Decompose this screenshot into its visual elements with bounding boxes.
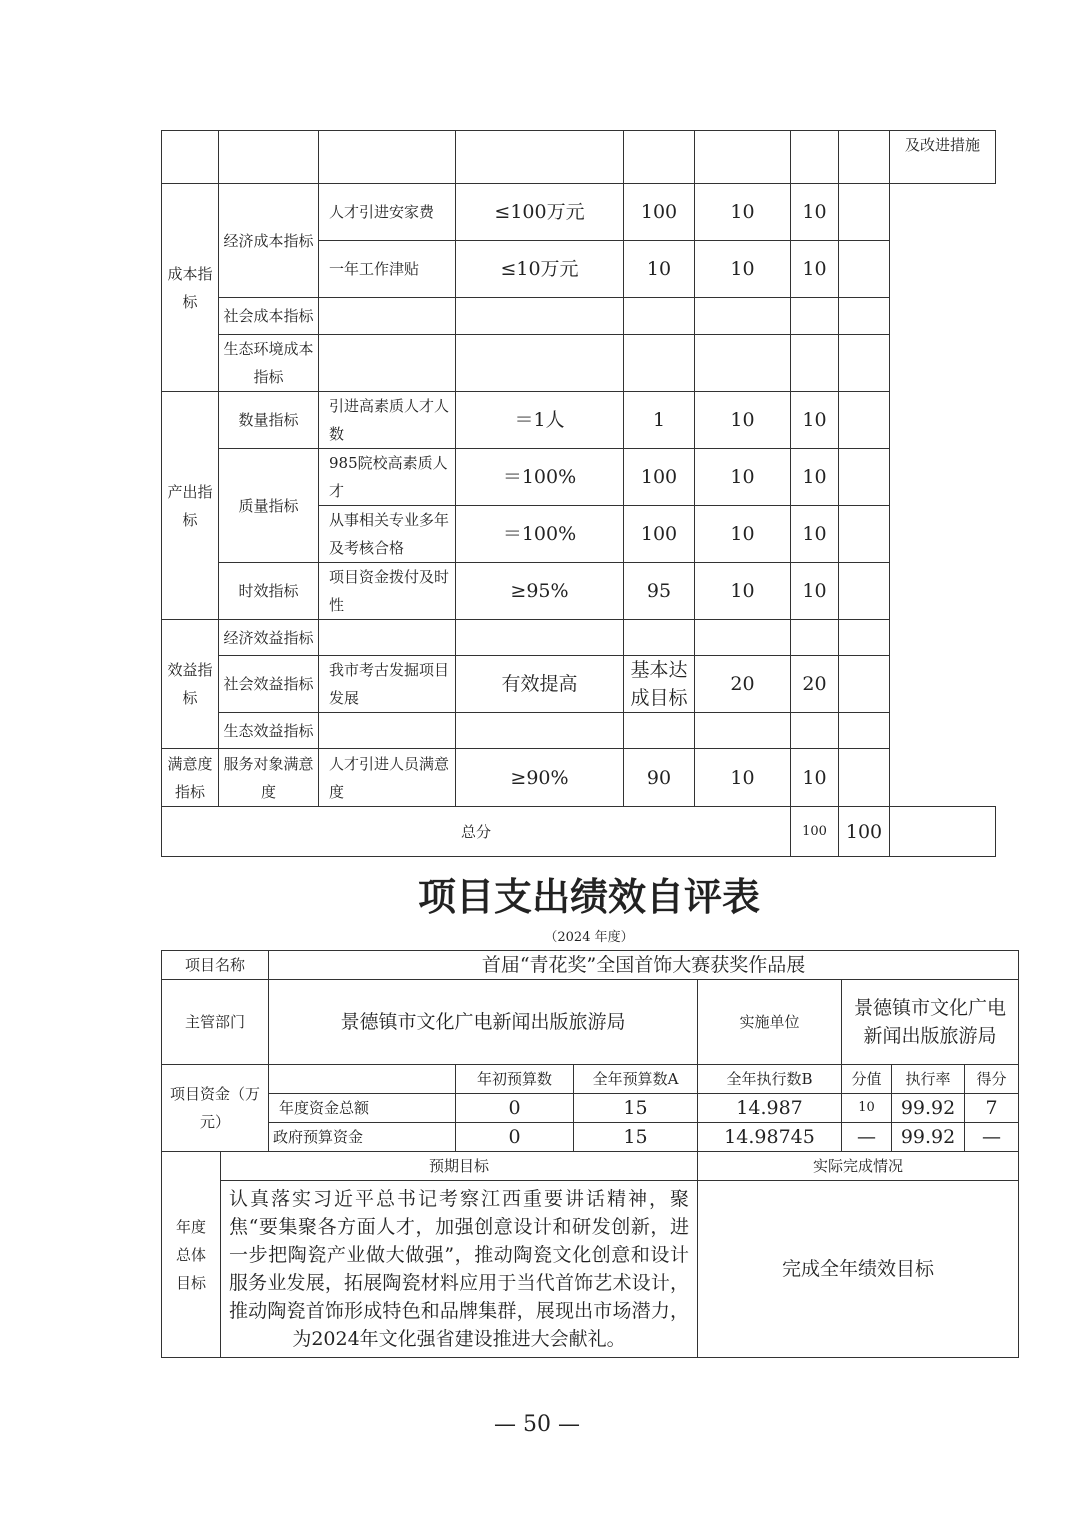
dept: 景德镇市文化广电新闻出版旅游局 <box>269 980 698 1065</box>
cell-c2: 社会成本指标 <box>219 298 319 335</box>
cell-c6: 10 <box>695 392 791 449</box>
cell-c7: 10 <box>791 749 839 807</box>
funds-row: 年度资金总额 0 15 14.987 10 99.92 7 <box>162 1094 1019 1123</box>
table-row <box>162 392 996 449</box>
table-row <box>162 749 996 807</box>
cell-c7 <box>791 335 839 392</box>
cell-c6: 10 <box>695 506 791 563</box>
cell-c4: ≤10万元 <box>456 241 624 298</box>
cell-c6: 10 <box>695 184 791 241</box>
cell-c2: 质量指标 <box>219 449 319 563</box>
table-row <box>162 620 996 656</box>
cell-c3: 从事相关专业多年及考核合格 <box>319 506 456 563</box>
table-row <box>162 449 996 506</box>
cell-c2: 生态环境成本指标 <box>219 335 319 392</box>
cell-c5: 10 <box>624 241 695 298</box>
cell-c7: 10 <box>791 506 839 563</box>
cell-c3: 引进高素质人才人数 <box>319 392 456 449</box>
cell-c4: ＝100% <box>456 506 624 563</box>
cell-c6: 10 <box>695 749 791 807</box>
cell-c6: 20 <box>695 656 791 713</box>
cell-c7: 10 <box>791 241 839 298</box>
cell-c7: 10 <box>791 563 839 620</box>
cell-c7 <box>791 620 839 656</box>
cell-c1: 效益指标 <box>162 620 219 749</box>
cell-c6 <box>695 298 791 335</box>
cell-c2: 数量指标 <box>219 392 319 449</box>
form-title: 项目支出绩效自评表 <box>417 875 760 919</box>
cell-c5: 100 <box>624 449 695 506</box>
cell-c3: 人才引进人员满意度 <box>319 749 456 807</box>
cell-c5 <box>624 298 695 335</box>
cell-c3 <box>319 298 456 335</box>
cell-c3: 人才引进安家费 <box>319 184 456 241</box>
table-row <box>162 335 996 392</box>
cell-c2: 服务对象满意度 <box>219 749 319 807</box>
cell-c4: ＝100% <box>456 449 624 506</box>
table-row <box>162 184 996 241</box>
table-row <box>162 563 996 620</box>
cell-c5: 100 <box>624 506 695 563</box>
cell-c1: 产出指标 <box>162 392 219 620</box>
cell-c3: 项目资金拨付及时性 <box>319 563 456 620</box>
cell-c7: 20 <box>791 656 839 713</box>
self-evaluation-table: 项目名称 首届“青花奖”全国首饰大赛获奖作品展 主管部门 景德镇市文化广电新闻出版旅游局 实施单位 景德镇市文化广电新闻出版旅游局 项目资金（万元） 年初预算数 全年预算数A 全年执行数B 分值 执行率 得分 年度资金总额 0 15 14.987 10 99.92 7 政府预算资金 0 15 14.98745 — 99.92 — 年度总体目标 预期目标 实际完成情况 认真落实习近平总书记考察江西重要讲话精神，聚焦“要集聚各方面人才，加强创意设计和研发创新，进一步把陶瓷产业做大做强”，推动陶瓷文化创意和设计服务业发展，拓展陶瓷材料应用于当代首饰艺术设计，推动陶瓷首饰形成特色和品牌集群，展现出市场潜力，为2024年文化强省建设推进大会献礼。 完成全年绩效目标 <box>161 950 1019 1358</box>
funds-row: 政府预算资金 0 15 14.98745 — 99.92 — <box>162 1123 1019 1152</box>
indicator-table <box>161 130 996 857</box>
cell-c6 <box>695 713 791 749</box>
cell-c5: 100 <box>624 184 695 241</box>
table-row <box>162 713 996 749</box>
cell-c3 <box>319 713 456 749</box>
cell-c7: 10 <box>791 392 839 449</box>
cell-c5 <box>624 713 695 749</box>
page-number: — 50 — <box>494 1412 580 1437</box>
cell-c4 <box>456 298 624 335</box>
cell-c1: 满意度指标 <box>162 749 219 807</box>
cell-c1: 成本指标 <box>162 184 219 392</box>
cell-c2: 生态效益指标 <box>219 713 319 749</box>
cell-c3: 一年工作津贴 <box>319 241 456 298</box>
cell-c2: 经济效益指标 <box>219 620 319 656</box>
blank-cell <box>162 131 219 184</box>
cell-c3: 我市考古发掘项目发展 <box>319 656 456 713</box>
cell-c7 <box>791 713 839 749</box>
cell-c5: 基本达成目标 <box>624 656 695 713</box>
cell-c4: ≥95% <box>456 563 624 620</box>
cell-c5: 90 <box>624 749 695 807</box>
header-tail: 及改进措施 <box>890 131 996 184</box>
table-row <box>162 298 996 335</box>
cell-c5: 95 <box>624 563 695 620</box>
form-year: （2024 年度） <box>544 930 634 945</box>
cell-c5 <box>624 620 695 656</box>
cell-c5: 1 <box>624 392 695 449</box>
cell-c7: 10 <box>791 449 839 506</box>
cell-c6: 10 <box>695 241 791 298</box>
cell-c6: 10 <box>695 563 791 620</box>
cell-c4 <box>456 620 624 656</box>
table-row <box>162 656 996 713</box>
cell-c2: 社会效益指标 <box>219 656 319 713</box>
cell-c4: ≥90% <box>456 749 624 807</box>
cell-c4: 有效提高 <box>456 656 624 713</box>
cell-c7 <box>791 298 839 335</box>
cell-c2: 经济成本指标 <box>219 184 319 298</box>
expected-goal: 认真落实习近平总书记考察江西重要讲话精神，聚焦“要集聚各方面人才，加强创意设计和研发创新，进一步把陶瓷产业做大做强”，推动陶瓷文化创意和设计服务业发展，拓展陶瓷材料应用于当代首饰艺术设计，推动陶瓷首饰形成特色和品牌集群，展现出市场潜力，为2024年文化强省建设推进大会献礼。 <box>221 1181 698 1358</box>
cell-c3: 985院校高素质人才 <box>319 449 456 506</box>
cell-c5 <box>624 335 695 392</box>
cell-c4: ≤100万元 <box>456 184 624 241</box>
unit: 景德镇市文化广电新闻出版旅游局 <box>842 980 1019 1065</box>
total-row: 总分 100 100 <box>162 807 996 857</box>
cell-c6: 10 <box>695 449 791 506</box>
actual-result: 完成全年绩效目标 <box>698 1181 1019 1358</box>
cell-c4 <box>456 335 624 392</box>
cell-c3 <box>319 620 456 656</box>
cell-c4: ＝1人 <box>456 392 624 449</box>
cell-c6 <box>695 620 791 656</box>
cell-c6 <box>695 335 791 392</box>
cell-c7: 10 <box>791 184 839 241</box>
cell-c3 <box>319 335 456 392</box>
project-name: 首届“青花奖”全国首饰大赛获奖作品展 <box>269 951 1019 980</box>
cell-c2: 时效指标 <box>219 563 319 620</box>
cell-c4 <box>456 713 624 749</box>
